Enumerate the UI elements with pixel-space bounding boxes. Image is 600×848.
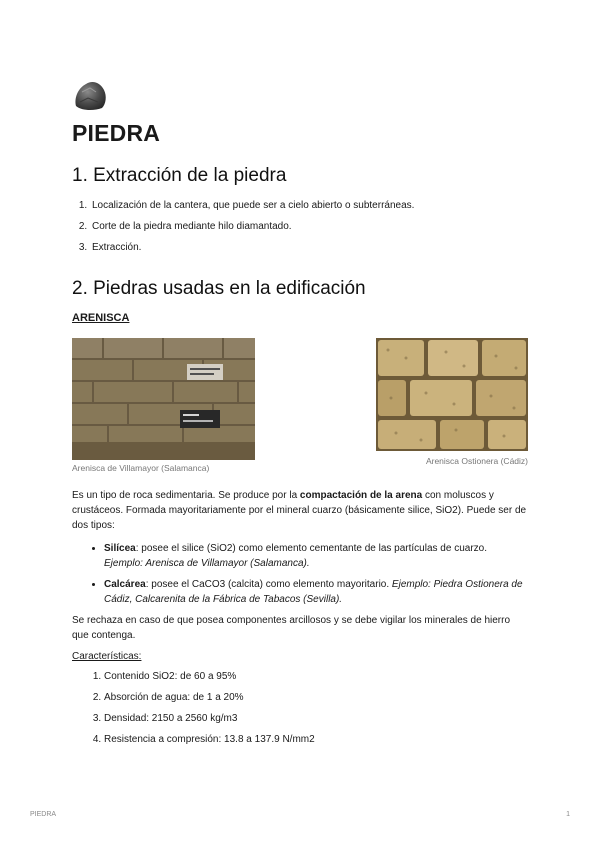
footer-title: PIEDRA <box>30 811 57 818</box>
page-title: PIEDRA <box>72 120 161 146</box>
ostionera-sandstone-photo <box>376 338 528 451</box>
rock-icon <box>72 78 108 112</box>
list-item: 1. Contenido SiO2: de 60 a 95% <box>104 666 528 687</box>
page-number: 1 <box>566 811 570 818</box>
image-gallery <box>72 338 528 478</box>
list-item: 4. Resistencia a compresión: 13.8 a 137.9 N/mm2 <box>104 729 528 750</box>
arenisca-subheading: ARENISCA <box>72 312 130 324</box>
characteristics-list <box>72 666 528 750</box>
list-item: 1. Localización de la cantera, que puede ser a cielo abierto o subterráneas. <box>90 195 528 216</box>
caption-villamayor: Arenisca de Villamayor (Salamanca) <box>72 463 210 473</box>
characteristics-heading: Características: <box>72 651 142 662</box>
list-item: 3. Densidad: 2150 a 2560 kg/m3 <box>104 708 528 729</box>
list-item: • Silícea: posee el silice (SiO2) como elemento cementante de las partículas de cuarzo. Ejemplo: Arenisca de Villamayor (Salamanca). <box>104 541 528 571</box>
extraction-steps-list <box>72 195 528 258</box>
list-item: • Calcárea: posee el CaCO3 (calcita) como elemento mayoritario. Ejemplo: Piedra Ostionera de Cádiz, Calcarenita de la Fábrica de Tabacos (Sevilla). <box>104 577 528 607</box>
list-item: 2. Absorción de agua: de 1 a 20% <box>104 687 528 708</box>
arenisca-types-list <box>72 541 528 607</box>
document-page <box>72 78 528 750</box>
section-stones-heading: 2. Piedras usadas en la edificación <box>72 278 366 299</box>
list-item: 3. Extracción. <box>90 237 528 258</box>
list-item: 2. Corte de la piedra mediante hilo diamantado. <box>90 216 528 237</box>
rejection-note: Se rechaza en caso de que posea componentes arcillosos y se debe vigilar los minerales de hierro que contenga. <box>72 615 511 641</box>
section-extraction-heading: 1. Extracción de la piedra <box>72 165 287 186</box>
caption-ostionera: Arenisca Ostionera (Cádiz) <box>425 456 528 466</box>
villamayor-sandstone-photo <box>72 338 255 460</box>
arenisca-description: Es un tipo de roca sedimentaria. Se produce por la compactación de la arena con moluscos y crustáceos. Formada mayoritariamente por el mineral cuarzo (básicamente silice, SiO2). Puede ser de dos tipos: <box>72 490 527 531</box>
